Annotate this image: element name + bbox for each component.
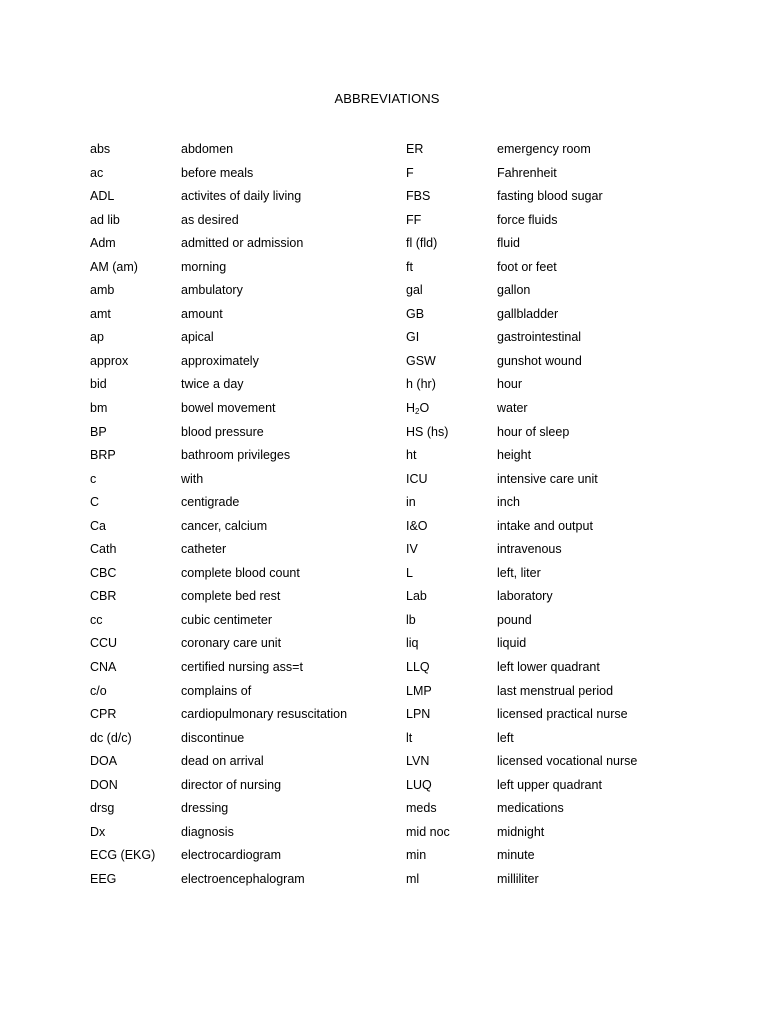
abbreviation-meaning: fasting blood sugar — [497, 189, 603, 204]
abbreviation-meaning: last menstrual period — [497, 683, 614, 698]
abbreviation-term: I&O — [406, 518, 428, 533]
abbreviation-term: LUQ — [406, 777, 432, 792]
abbreviation-meaning: complains of — [181, 683, 252, 698]
abbreviation-term: abs — [90, 142, 111, 156]
abbreviation-meaning: intravenous — [497, 542, 562, 557]
abbreviation-term: LLQ — [406, 660, 430, 675]
abbreviation-term: dc (d/c) — [90, 730, 132, 745]
abbreviation-term: amb — [90, 283, 115, 298]
abbreviation-term: ECG (EKG) — [90, 848, 156, 863]
abbreviation-term: ht — [406, 448, 417, 463]
abbreviation-term: ad lib — [90, 212, 120, 227]
abbreviation-term: CBR — [90, 589, 117, 604]
abbreviation-meaning: cubic centimeter — [181, 612, 273, 627]
abbreviation-meaning: licensed vocational nurse — [497, 754, 638, 769]
abbreviation-term: fl (fld) — [406, 236, 438, 251]
abbreviation-term: amt — [90, 306, 111, 321]
abbreviation-term: ADL — [90, 189, 115, 204]
abbreviation-meaning: electroencephalogram — [181, 871, 305, 886]
abbreviation-term: LVN — [406, 754, 430, 769]
abbreviation-term: ml — [406, 871, 420, 886]
abbreviation-meaning: milliliter — [497, 871, 539, 886]
abbreviation-meaning: certified nursing ass=t — [181, 660, 303, 675]
abbreviation-meaning: catheter — [181, 542, 227, 557]
abbreviation-term-base: H — [406, 401, 416, 416]
abbreviation-term: Adm — [90, 236, 116, 251]
abbreviation-term: DON — [90, 777, 118, 792]
abbreviation-term: GSW — [406, 353, 436, 368]
abbreviation-term-subscript: 2 — [415, 407, 420, 417]
abbreviation-meaning: liquid — [497, 636, 527, 651]
abbreviation-meaning: discontinue — [181, 730, 245, 745]
abbreviation-meaning: bowel movement — [181, 401, 276, 416]
abbreviation-meaning: admitted or admission — [181, 236, 304, 251]
abbreviation-meaning: approximately — [181, 353, 259, 368]
abbreviation-term: ER — [406, 142, 424, 156]
abbreviation-term: GB — [406, 306, 425, 321]
abbreviation-meaning: as desired — [181, 212, 239, 227]
abbreviation-meaning: dressing — [181, 801, 229, 816]
abbreviation-term: LPN — [406, 707, 431, 722]
abbreviation-term: bid — [90, 377, 107, 392]
abbreviation-term: approx — [90, 353, 129, 368]
abbreviation-term: L — [406, 565, 413, 580]
abbreviation-term: LMP — [406, 683, 432, 698]
abbreviation-meaning: hour — [497, 377, 523, 392]
abbreviation-term: bm — [90, 401, 108, 416]
abbreviation-term: Dx — [90, 824, 106, 839]
abbreviation-term: BRP — [90, 448, 116, 463]
abbreviation-term — [406, 399, 429, 417]
abbreviation-meaning: Fahrenheit — [497, 165, 557, 180]
abbreviation-meaning: with — [181, 471, 204, 486]
abbreviation-meaning: minute — [497, 848, 535, 863]
abbreviation-meaning: centigrade — [181, 495, 240, 510]
abbreviation-meaning: hour of sleep — [497, 424, 570, 439]
abbreviation-term: liq — [406, 636, 419, 651]
abbreviation-meaning: force fluids — [497, 212, 558, 227]
abbreviation-meaning: gallon — [497, 283, 531, 298]
abbreviation-meaning: activites of daily living — [181, 189, 302, 204]
abbreviation-term: Ca — [90, 518, 106, 533]
abbreviation-meaning: inch — [497, 495, 520, 510]
abbreviation-meaning: diagnosis — [181, 824, 234, 839]
abbreviation-meaning: abdomen — [181, 142, 234, 156]
abbreviation-meaning: amount — [181, 306, 223, 321]
abbreviation-term: cc — [90, 612, 103, 627]
abbreviation-term: c — [90, 471, 97, 486]
abbreviation-term: AM (am) — [90, 259, 138, 274]
abbreviation-term: HS (hs) — [406, 424, 449, 439]
abbreviation-term: min — [406, 848, 427, 863]
abbreviation-term: ac — [90, 165, 104, 180]
abbreviation-meaning: director of nursing — [181, 777, 282, 792]
abbreviation-meaning: complete blood count — [181, 565, 300, 580]
abbreviation-term: DOA — [90, 754, 118, 769]
abbreviation-term: C — [90, 495, 100, 510]
abbreviation-meaning: foot or feet — [497, 259, 557, 274]
abbreviation-meaning: gastrointestinal — [497, 330, 582, 345]
abbreviation-meaning: electrocardiogram — [181, 848, 282, 863]
abbreviation-meaning: intake and output — [497, 518, 593, 533]
abbreviation-term: ft — [406, 259, 413, 274]
abbreviation-meaning: cardiopulmonary resuscitation — [181, 707, 348, 722]
abbreviation-term: drsg — [90, 801, 115, 816]
abbreviation-meaning: left upper quadrant — [497, 777, 602, 792]
abbreviation-meaning: blood pressure — [181, 424, 264, 439]
abbreviation-meaning: left lower quadrant — [497, 660, 600, 675]
page-title: ABBREVIATIONS — [334, 91, 440, 106]
abbreviation-term: h (hr) — [406, 377, 436, 392]
abbreviation-meaning: bathroom privileges — [181, 448, 291, 463]
abbreviation-term: F — [406, 165, 414, 180]
abbreviation-meaning: coronary care unit — [181, 636, 282, 651]
abbreviation-term: c/o — [90, 683, 107, 698]
abbreviation-term: FF — [406, 212, 422, 227]
abbreviation-term: Cath — [90, 542, 117, 557]
abbreviation-term: gal — [406, 283, 423, 298]
abbreviation-meaning: apical — [181, 330, 214, 345]
abbreviation-meaning: gunshot wound — [497, 353, 582, 368]
abbreviation-meaning: left — [497, 730, 514, 745]
abbreviation-meaning: before meals — [181, 165, 254, 180]
abbreviation-meaning: dead on arrival — [181, 754, 264, 769]
abbreviation-term: IV — [406, 542, 418, 557]
abbreviation-meaning: height — [497, 448, 532, 463]
abbreviation-term: ICU — [406, 471, 428, 486]
abbreviation-meaning: fluid — [497, 236, 520, 251]
abbreviation-term: Lab — [406, 589, 427, 604]
abbreviation-meaning: licensed practical nurse — [497, 707, 628, 722]
abbreviation-term: ap — [90, 330, 104, 345]
abbreviation-term: GI — [406, 330, 420, 345]
abbreviation-meaning: morning — [181, 259, 227, 274]
abbreviation-term: mid noc — [406, 824, 450, 839]
abbreviation-meaning: complete bed rest — [181, 589, 281, 604]
abbreviation-term: FBS — [406, 189, 431, 204]
abbreviation-term: CBC — [90, 565, 117, 580]
abbreviation-meaning: intensive care unit — [497, 471, 598, 486]
abbreviation-meaning: medications — [497, 801, 564, 816]
abbreviation-term: CNA — [90, 660, 117, 675]
abbreviation-meaning: ambulatory — [181, 283, 243, 298]
abbreviation-meaning: emergency room — [497, 142, 591, 156]
abbreviation-term: meds — [406, 801, 437, 816]
abbreviation-term: CCU — [90, 636, 118, 651]
abbreviation-meaning: laboratory — [497, 589, 553, 604]
abbreviation-meaning: midnight — [497, 824, 545, 839]
abbreviation-term: in — [406, 495, 416, 510]
abbreviation-term: EEG — [90, 871, 117, 886]
abbreviation-meaning: twice a day — [181, 377, 244, 392]
abbreviation-meaning: gallbladder — [497, 306, 559, 321]
abbreviation-meaning: cancer, calcium — [181, 518, 268, 533]
abbreviation-meaning: pound — [497, 612, 532, 627]
abbreviation-term: CPR — [90, 707, 117, 722]
abbreviation-term-tail: O — [419, 401, 430, 416]
abbreviation-term: lb — [406, 612, 416, 627]
abbreviation-meaning: water — [497, 401, 528, 416]
abbreviation-term: lt — [406, 730, 413, 745]
abbreviation-meaning: left, liter — [497, 565, 541, 580]
abbreviation-term: BP — [90, 424, 107, 439]
